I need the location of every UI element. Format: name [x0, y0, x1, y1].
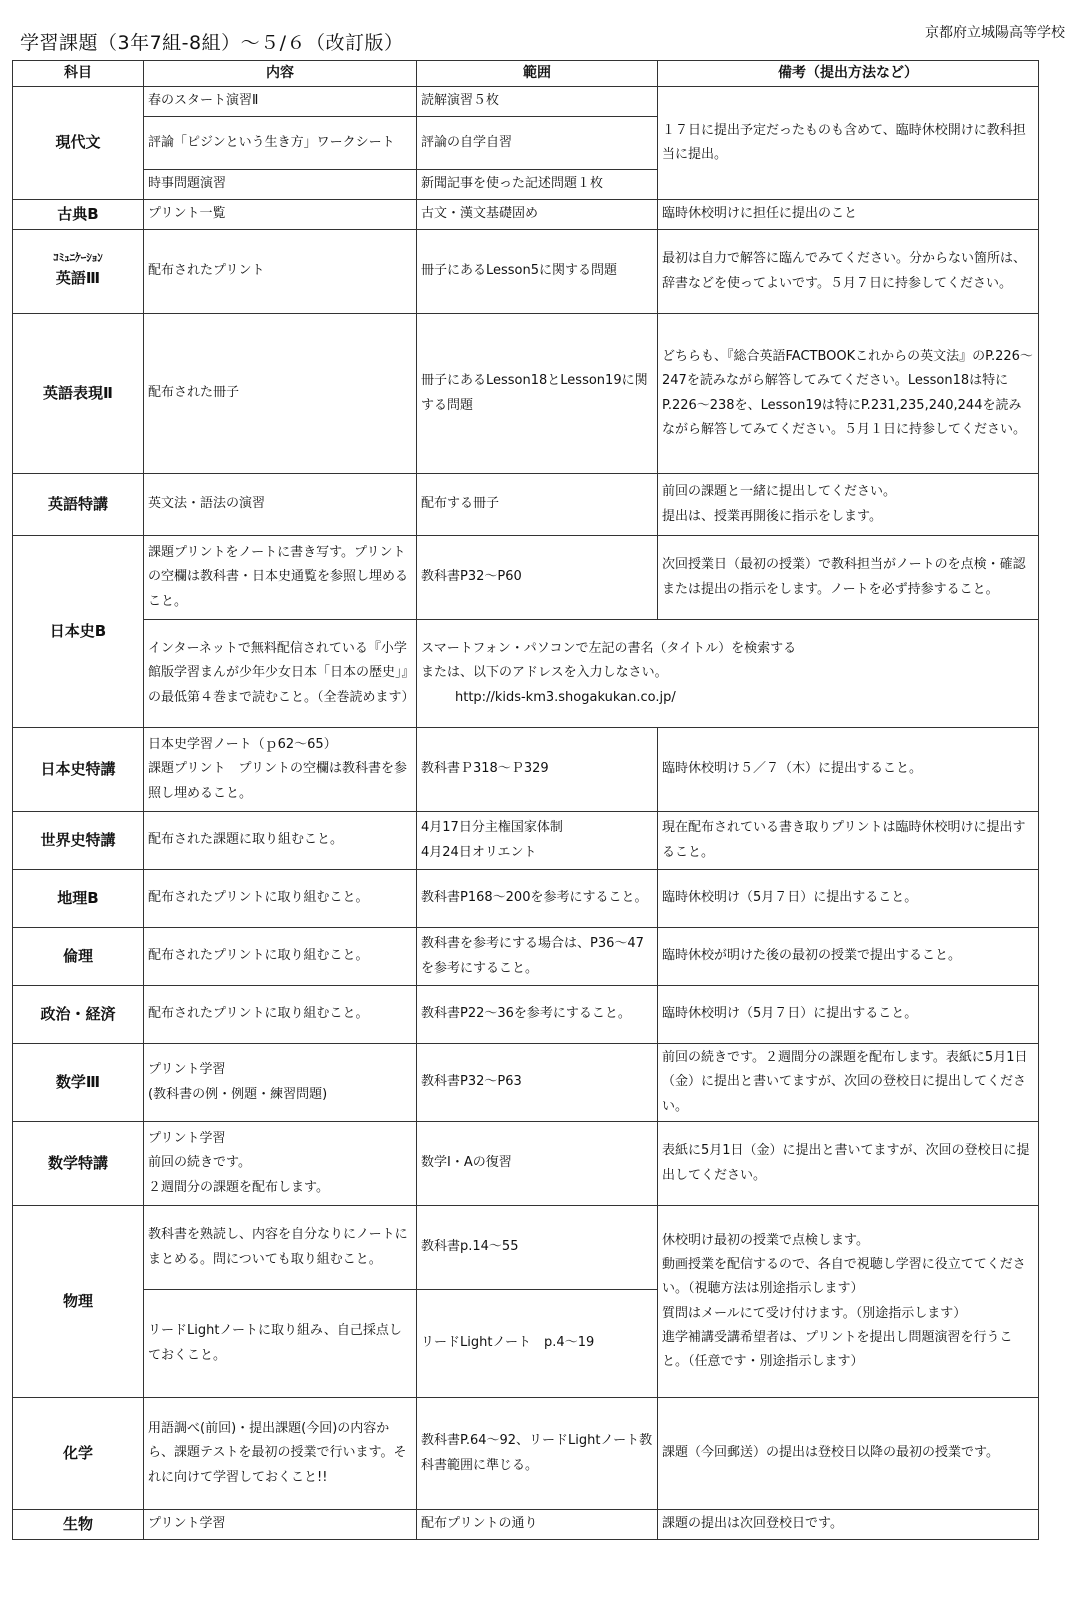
content-cell: リードLightノートに取り組み、自己採点しておくこと。 — [144, 1290, 417, 1398]
note-cell: 前回の続きです。２週間分の課題を配布します。表紙に5月1日（金）に提出と書いてますが、次回の登校日に提出してください。 — [658, 1044, 1039, 1122]
range-cell: 教科書を参考にする場合は、P36～47を参考にすること。 — [417, 928, 658, 986]
subject-cell — [13, 230, 144, 314]
header-subject: 科目 — [13, 61, 144, 87]
subject-cell: 生物 — [13, 1510, 144, 1540]
content-cell: 配布された課題に取り組むこと。 — [144, 812, 417, 870]
subject-cell: 英語特講 — [13, 474, 144, 536]
range-cell: 教科書P22～36を参考にすること。 — [417, 986, 658, 1044]
note-cell: １７日に提出予定だったものも含めて、臨時休校開けに教科担当に提出。 — [658, 87, 1039, 200]
range-cell: 教科書P168～200を参考にすること。 — [417, 870, 658, 928]
content-cell: 日本史学習ノート（ｐ62～65） 課題プリント プリントの空欄は教科書を参照し埋めること。 — [144, 728, 417, 812]
range-cell: 4月17日分主権国家体制 4月24日オリエント — [417, 812, 658, 870]
subject-cell: 世界史特講 — [13, 812, 144, 870]
note-cell: 課題（今回郵送）の提出は登校日以降の最初の授業です。 — [658, 1398, 1039, 1510]
subject-cell: 現代文 — [13, 87, 144, 200]
range-cell: 教科書Ｐ318～Ｐ329 — [417, 728, 658, 812]
table-row — [13, 986, 1039, 1044]
content-cell: 英文法・語法の演習 — [144, 474, 417, 536]
content-cell: 教科書を熟読し、内容を自分なりにノートにまとめる。問についても取り組むこと。 — [144, 1206, 417, 1290]
note-cell: 臨時休校明け５／７（木）に提出すること。 — [658, 728, 1039, 812]
content-cell: 配布されたプリントに取り組むこと。 — [144, 928, 417, 986]
content-cell: インターネットで無料配信されている『小学館版学習まんが少年少女日本「日本の歴史」』の最低第４巻まで読むこと。（全巻読めます） — [144, 620, 417, 728]
table-row — [13, 474, 1039, 536]
content-cell: プリント学習 — [144, 1510, 417, 1540]
subject-cell: 数学特講 — [13, 1122, 144, 1206]
subject-cell: 政治・経済 — [13, 986, 144, 1044]
range-cell: 冊子にあるLesson18とLesson19に関する問題 — [417, 314, 658, 474]
table-row — [13, 620, 1039, 728]
table-row — [13, 1206, 1039, 1290]
subject-cell: 英語表現Ⅱ — [13, 314, 144, 474]
content-cell: プリント学習 (教科書の例・例題・練習問題) — [144, 1044, 417, 1122]
url-text: http://kids-km3.shogakukan.co.jp/ — [455, 689, 676, 705]
table-row — [13, 1044, 1039, 1122]
table-row — [13, 1510, 1039, 1540]
table-row — [13, 87, 1039, 117]
search-instruction: スマートフォン・パソコンで左記の書名（タイトル）を検索する — [421, 641, 797, 657]
table-row — [13, 536, 1039, 620]
range-cell: 教科書p.14～55 — [417, 1206, 658, 1290]
table-row — [13, 728, 1039, 812]
header-note: 備考（提出方法など） — [658, 61, 1039, 87]
range-cell: 配布する冊子 — [417, 474, 658, 536]
assignment-table — [12, 60, 1039, 1540]
range-cell: 冊子にあるLesson5に関する問題 — [417, 230, 658, 314]
note-cell: 現在配布されている書き取りプリントは臨時休校明けに提出すること。 — [658, 812, 1039, 870]
note-cell: 臨時休校明けに担任に提出のこと — [658, 200, 1039, 230]
school-name: 京都府立城陽高等学校 — [925, 25, 1065, 41]
table-row — [13, 1398, 1039, 1510]
range-cell: 新聞記事を使った記述問題１枚 — [417, 170, 658, 200]
note-cell: どちらも、『総合英語FACTBOOKこれからの英文法』のP.226～247を読みながら解答してみてください。Lesson18は特にP.226～238を、Lesson19は特にP.231,235,240,244を読みながら解答してみてください。５月１日に持参してください。 — [658, 314, 1039, 474]
note-cell: 最初は自力で解答に臨んでみてください。分からない箇所は、辞書などを使ってよいです。５月７日に持参してください。 — [658, 230, 1039, 314]
range-cell: 評論の自学自習 — [417, 117, 658, 170]
table-row — [13, 870, 1039, 928]
header-content: 内容 — [144, 61, 417, 87]
content-cell: 用語調べ(前回)・提出課題(今回)の内容から、課題テストを最初の授業で行います。それに向けて学習しておくこと!! — [144, 1398, 417, 1510]
range-cell: 教科書P32～P60 — [417, 536, 658, 620]
page-title: 学習課題（3年7組-8組）～５/６（改訂版） — [20, 32, 404, 54]
subject-cell: 古典B — [13, 200, 144, 230]
subject-prefix: ｺﾐｭﾆｹｰｼｮﾝ — [53, 250, 103, 264]
table-row — [13, 812, 1039, 870]
subject-cell: 日本史B — [13, 536, 144, 728]
content-cell: プリント学習 前回の続きです。 ２週間分の課題を配布します。 — [144, 1122, 417, 1206]
content-cell: プリント一覧 — [144, 200, 417, 230]
range-cell: 読解演習５枚 — [417, 87, 658, 117]
range-cell: 古文・漢文基礎固め — [417, 200, 658, 230]
subject-label: 英語Ⅲ — [55, 269, 101, 288]
range-cell: 教科書P32～P63 — [417, 1044, 658, 1122]
subject-cell: 数学Ⅲ — [13, 1044, 144, 1122]
note-cell: 前回の課題と一緒に提出してください。 提出は、授業再開後に指示をします。 — [658, 474, 1039, 536]
table-row — [13, 314, 1039, 474]
address-instruction: または、以下のアドレスを入力しなさい。 — [421, 665, 668, 681]
table-row — [13, 1122, 1039, 1206]
note-cell: 課題の提出は次回登校日です。 — [658, 1510, 1039, 1540]
content-cell: 配布されたプリントに取り組むこと。 — [144, 986, 417, 1044]
table-row — [13, 928, 1039, 986]
subject-cell: 日本史特講 — [13, 728, 144, 812]
subject-cell: 化学 — [13, 1398, 144, 1510]
note-cell: 休校明け最初の授業で点検します。 動画授業を配信するので、各自で視聴し学習に役立ててください。（視聴方法は別途指示します） 質問はメールにて受け付けます。（別途指示します） 進学補講受講希望者は、プリントを提出し問題演習を行うこと。（任意です・別途指示します） — [658, 1206, 1039, 1398]
range-cell: 教科書P.64～92、リードLightノート教科書範囲に準じる。 — [417, 1398, 658, 1510]
note-cell: 表紙に5月1日（金）に提出と書いてますが、次回の登校日に提出してください。 — [658, 1122, 1039, 1206]
subject-cell: 物理 — [13, 1206, 144, 1398]
range-cell: 数学Ⅰ・Aの復習 — [417, 1122, 658, 1206]
range-cell: 配布プリントの通り — [417, 1510, 658, 1540]
subject-cell: 倫理 — [13, 928, 144, 986]
range-cell — [417, 620, 1039, 728]
content-cell: 評論「ピジンという生き方」ワークシート — [144, 117, 417, 170]
table-row — [13, 200, 1039, 230]
content-cell: 配布されたプリント — [144, 230, 417, 314]
note-cell: 臨時休校が明けた後の最初の授業で提出すること。 — [658, 928, 1039, 986]
content-cell: 時事問題演習 — [144, 170, 417, 200]
note-cell: 臨時休校明け（5月７日）に提出すること。 — [658, 986, 1039, 1044]
content-cell: 春のスタート演習Ⅱ — [144, 87, 417, 117]
range-cell: リードLightノート p.4～19 — [417, 1290, 658, 1398]
content-cell: 配布されたプリントに取り組むこと。 — [144, 870, 417, 928]
content-cell: 課題プリントをノートに書き写す。プリントの空欄は教科書・日本史通覧を参照し埋めること。 — [144, 536, 417, 620]
note-cell: 臨時休校明け（5月７日）に提出すること。 — [658, 870, 1039, 928]
header-range: 範囲 — [417, 61, 658, 87]
content-cell: 配布された冊子 — [144, 314, 417, 474]
note-cell: 次回授業日（最初の授業）で教科担当がノートのを点検・確認または提出の指示をします。ノートを必ず持参すること。 — [658, 536, 1039, 620]
subject-cell: 地理B — [13, 870, 144, 928]
header-row — [13, 61, 1039, 87]
table-row — [13, 230, 1039, 314]
